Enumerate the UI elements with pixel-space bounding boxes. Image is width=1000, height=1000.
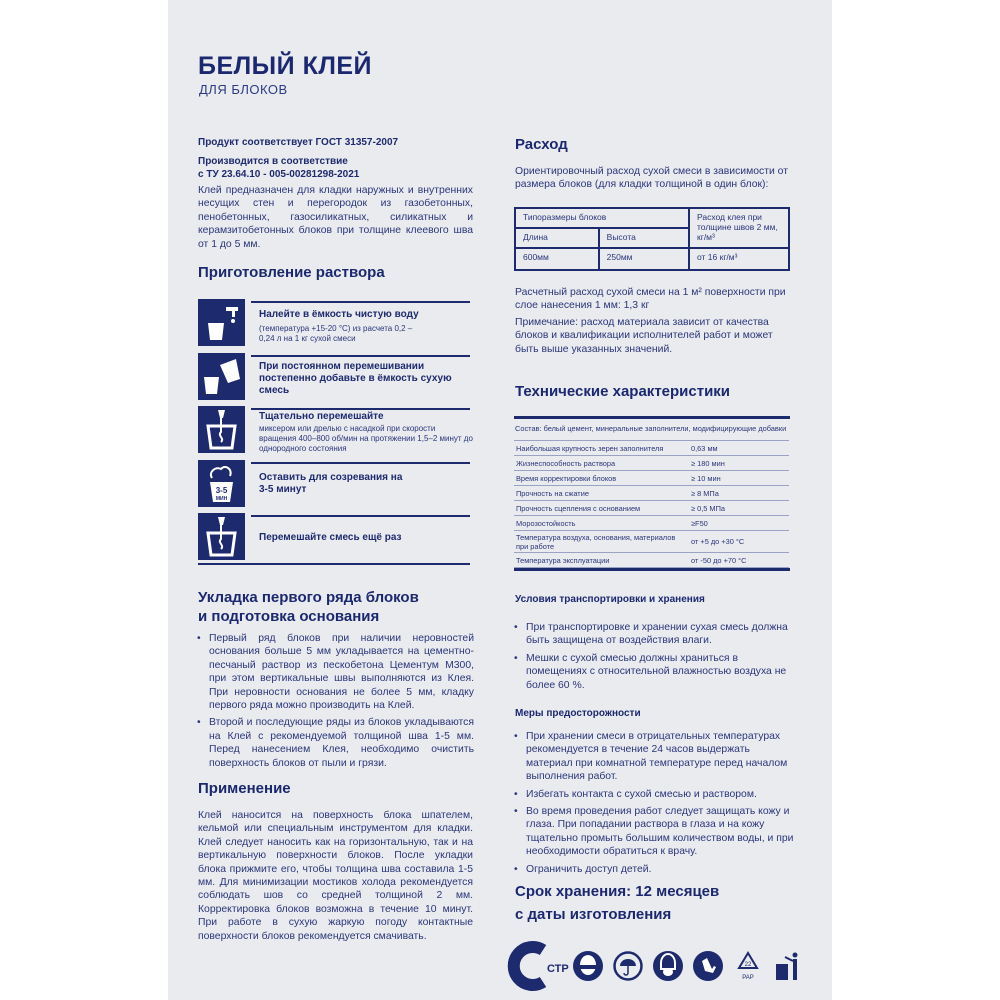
list-item: • Ограничить доступ детей. [513, 863, 795, 876]
spec-name: Жизнеспособность раствора [514, 456, 689, 471]
spec-value: 0,63 мм [689, 441, 789, 456]
consumption-title: Расход [515, 136, 568, 153]
footer-icons [513, 944, 801, 988]
keep-dry-umbrella-icon [613, 951, 643, 981]
spec-name: Прочность сцепления с основанием [514, 501, 689, 516]
step-1: Налейте в ёмкость чистую воду (температура +15-20 °С) из расчета 0,2 – 0,24 л на 1 кг сухой смеси [198, 299, 470, 347]
divider [514, 416, 790, 419]
step-5: Перемешайте смесь ещё раз [198, 513, 470, 561]
spec-row [514, 516, 789, 531]
precautions-list [513, 730, 795, 880]
laying-title: Укладка первого ряда блоков и подготовка основания [198, 589, 419, 625]
specs-table [514, 440, 789, 568]
specs-title: Технические характеристики [515, 383, 731, 400]
respirator-icon [653, 951, 683, 981]
consumption-table: Типоразмеры блоков Расход клея при толщине швов 2 мм, кг/м³ Длина Высота 600мм 250мм от 16 кг/м³ [514, 207, 790, 271]
step-4: 3-5 МИН Оставить для созревания на 3-5 минут [198, 460, 470, 508]
laying-list [196, 632, 474, 774]
application-text: Клей наносится на поверхность блока шпателем, кельмой или специальным инструментом для кладки. Клей следует наносить как на горизонтальную, так и на вертикальную поверхности блоков. После укладки блока прижмите его, чтобы толщина шва составила 1-5 мм. Для минимизации мостиков холода рекомендуется соблюдать шов со средней толщиной 2 мм. Корректировка блоков возможна в течение 10 минут. При работе в сухую жаркую погоду контактные поверхности блоков рекомендуется смачивать. [198, 810, 473, 942]
certification-mark-icon [513, 944, 569, 988]
consumption-intro: Ориентировочный расход сухой смеси в зависимости от размера блоков (для кладки толщиной в один блок): [515, 166, 788, 191]
preparation-title: Приготовление раствора [198, 264, 385, 281]
product-subtitle: ДЛЯ БЛОКОВ [199, 82, 288, 97]
goggles-icon [573, 951, 603, 981]
consumption-note: Примечание: расход материала зависит от качества блоков и квалификации исполнителей работ и может быть выше указанных значений. [515, 317, 773, 355]
water-tap-bucket-icon [198, 299, 245, 346]
list-item: • Первый ряд блоков при наличии неровностей основания больше 5 мм укладывается на цементно-песчаный раствор из пескобетона Цементум М300, при этом вертикальные швы выполняются из Клея. При неровности основания не более 5 мм, кладку первого ряда можно производить на Клей. [196, 632, 474, 712]
spec-value: ≥F50 [689, 516, 789, 531]
spec-value: ≥ 180 мин [689, 456, 789, 471]
svg-text:3-5: 3-5 [215, 486, 228, 495]
step-3: Тщательно перемешайте миксером или дрелью с насадкой при скорости вращения 400–800 об/мин на протяжении 1,5–2 минут до однородного состояния [198, 406, 470, 454]
spec-name: Температура воздуха, основания, материалов при работе [514, 531, 689, 553]
wait-bucket-icon [198, 460, 245, 507]
spec-name: Время корректировки блоков [514, 471, 689, 486]
mixer-bucket-icon [198, 406, 245, 453]
trash-bin-icon [773, 950, 801, 982]
recycle-paper-icon [733, 950, 763, 982]
list-item: • Во время проведения работ следует защищать кожу и глаза. При попадании раствора в глаза и на кожу тщательно промыть большим количеством воды, и при необходимости обратиться к врачу. [513, 805, 795, 859]
divider [198, 563, 470, 565]
spec-row [514, 456, 789, 471]
list-item: • Избегать контакта с сухой смесью и раствором. [513, 788, 795, 801]
application-title: Применение [198, 780, 291, 797]
spec-row [514, 501, 789, 516]
spec-value: ≥ 0,5 МПа [689, 501, 789, 516]
spec-row [514, 441, 789, 456]
shelf-life: Срок хранения: 12 месяцев с даты изготовления [515, 883, 720, 923]
spec-value: от +5 до +30 °С [689, 531, 789, 553]
divider [514, 568, 790, 571]
list-item: • При хранении смеси в отрицательных температурах рекомендуется в течение 24 часов выдержать материал при комнатной температуре перед началом выполнения работ. [513, 730, 795, 784]
description: Клей предназначен для кладки наружных и внутренних несущих стен и перегородок из газобетонных, пенобетонных, газосиликатных, силикатных и керамзитобетонных блоков при толщине клеевого шва от 1 до 5 мм. [198, 185, 473, 250]
spec-row [514, 531, 789, 553]
spec-value: ≥ 10 мин [689, 471, 789, 486]
gloves-icon [693, 951, 723, 981]
mixer-bucket-icon [198, 513, 245, 560]
step-2: При постоянном перемешивании постепенно добавьте в ёмкость сухую смесь [198, 353, 470, 401]
spec-row [514, 486, 789, 501]
gost-line: Продукт соответствует ГОСТ 31357-2007 [198, 137, 399, 148]
spec-name: Температура эксплуатации [514, 553, 689, 568]
svg-text:PAP: PAP [742, 975, 754, 981]
product-title: БЕЛЫЙ КЛЕЙ [198, 52, 373, 80]
tu-line-1: Производится в соответствие [198, 156, 348, 167]
spec-row [514, 553, 789, 568]
precautions-title: Меры предосторожности [515, 708, 641, 719]
storage-title: Условия транспортировки и хранения [515, 594, 705, 605]
svg-text:22: 22 [744, 962, 752, 968]
svg-text:СТР: СТР [547, 963, 569, 975]
consumption-calc: Расчетный расход сухой смеси на 1 м² поверхности при слое нанесения 1 мм: 1,3 кг [515, 287, 786, 312]
spec-name: Наибольшая крупность зерен заполнителя [514, 441, 689, 456]
pour-bag-bucket-icon [198, 353, 245, 400]
spec-row [514, 471, 789, 486]
list-item: • Второй и последующие ряды из блоков укладываются на Клей с рекомендуемой толщиной шва 1-5 мм. Перед нанесением Клея, необходимо очистить поверхность блоков от пыли и грязи. [196, 716, 474, 770]
svg-text:МИН: МИН [215, 496, 228, 502]
specs-composition: Состав: белый цемент, минеральные заполнители, модифицирующие добавки [515, 424, 787, 433]
spec-name: Прочность на сжатие [514, 486, 689, 501]
spec-value: от -50 до +70 °С [689, 553, 789, 568]
storage-list [513, 621, 795, 696]
list-item: • Мешки с сухой смесью должны храниться в помещениях с относительной влажностью воздуха не более 60 %. [513, 652, 795, 692]
list-item: • При транспортировке и хранении сухая смесь должна быть защищена от воздействия влаги. [513, 621, 795, 648]
tu-line-2: с ТУ 23.64.10 - 005-00281298-2021 [198, 169, 360, 180]
spec-value: ≥ 8 МПа [689, 486, 789, 501]
spec-name: Морозостойкость [514, 516, 689, 531]
